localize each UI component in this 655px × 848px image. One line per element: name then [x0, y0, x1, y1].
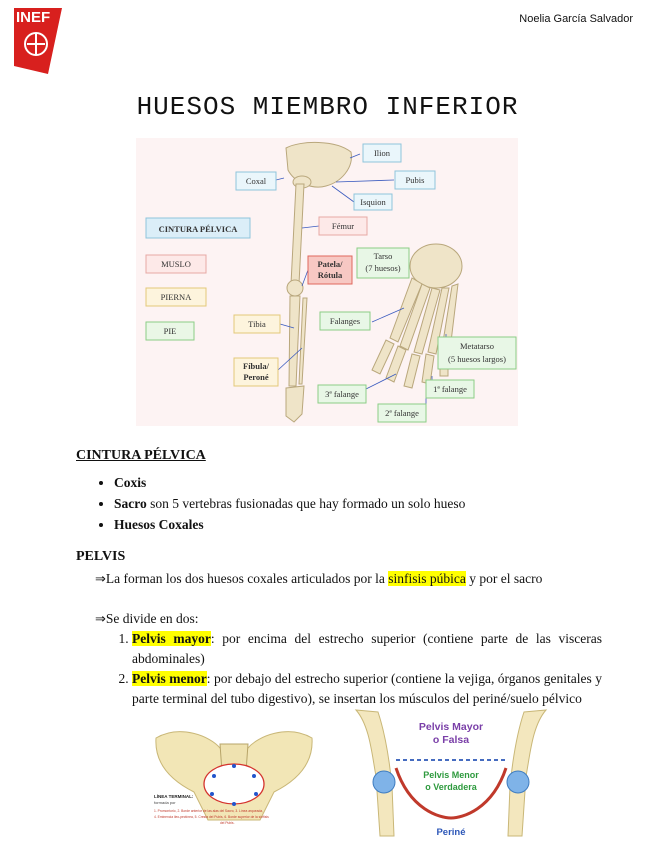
label-patela: Patela/ [317, 259, 343, 269]
label-pierna: PIERNA [160, 292, 192, 302]
list-item: • Sacro son 5 vertebras fusionadas que hay formado un solo hueso [114, 493, 634, 514]
label-falanges: Falanges [329, 316, 361, 326]
label-falange-3: 3ª falange [325, 389, 359, 399]
caption-line-2: 4. Eminencia ileo-pectínea, 5. Cresta del Pubis, 6. Borde superior de la sínfisis [154, 815, 269, 819]
label-muslo: MUSLO [161, 259, 191, 269]
label-femur: Fémur [331, 221, 355, 231]
heading-cintura-pelvica: CINTURA PÉLVICA [76, 448, 206, 463]
list-item: 2. Pelvis menor: por debajo del estrecho superior (contiene la vejiga, órganos genitales y parte terminal del tubo digestivo), se insertan los músculos del periné/suelo pélvico [132, 669, 602, 709]
label-metatarso-count: (5 huesos largos) [448, 354, 506, 364]
caption-title: LÍNEA TERMINAL: [154, 794, 194, 799]
heading-pelvis: PELVIS [76, 549, 126, 564]
caption-line-1: 1. Promontorio, 2. Borde anterior de las alas del Sacro, 3. Línea arqueada, [154, 809, 264, 813]
label-tibia: Tibia [248, 319, 266, 329]
list-item: • Huesos Coxales [114, 514, 634, 535]
label-pelvis-verdadera: o Verdadera [425, 782, 477, 792]
double-arrow-icon: ⇒ [95, 572, 106, 587]
pelvis-division-list [110, 629, 602, 709]
label-cintura-pelvica: CINTURA PÉLVICA [158, 224, 238, 234]
label-metatarso: Metatarso [460, 341, 494, 351]
double-arrow-icon: ⇒ [95, 612, 106, 627]
label-tarso-count: (7 huesos) [365, 263, 401, 273]
label-fibula: Fíbula/ [243, 361, 269, 371]
label-perine: Periné [436, 827, 466, 838]
highlight-sinfisis: sinfisis púbica [388, 571, 466, 586]
author-name: Noelia García Salvador [519, 13, 633, 25]
caption-line-3: del Pubis. [220, 821, 235, 825]
label-pelvis-falsa: o Falsa [432, 734, 470, 746]
label-pie: PIE [163, 326, 177, 336]
label-falange-1: 1ª falange [433, 384, 467, 394]
label-isquion: Isquion [360, 197, 386, 207]
label-perone: Peroné [243, 372, 269, 382]
logo-text: INEF [16, 9, 51, 26]
pelvis-mayor-menor-diagram [350, 706, 552, 842]
label-falange-2: 2ª falange [385, 408, 419, 418]
cintura-list [76, 472, 634, 535]
inef-logo [12, 6, 64, 76]
label-coxal: Coxal [245, 176, 267, 186]
label-ilion: Ilion [373, 148, 391, 158]
page-title: HUESOS MIEMBRO INFERIOR [136, 92, 519, 122]
label-pubis: Pubis [405, 175, 425, 185]
label-tarso: Tarso [373, 251, 393, 261]
list-item: 1. Pelvis mayor: por encima del estrecho superior (contiene parte de las visceras abdominales) [132, 629, 602, 669]
label-pelvis-menor: Pelvis Menor [423, 770, 479, 780]
label-pelvis-mayor: Pelvis Mayor [418, 721, 484, 733]
leg-bones-diagram [136, 138, 518, 426]
pelvis-linea-terminal-diagram [150, 728, 318, 838]
list-item: • Coxis [114, 472, 634, 493]
label-rotula: Rótula [317, 270, 343, 280]
pelvis-point-1: ⇒La forman los dos huesos coxales articulados por la sinfisis púbica y por el sacro [95, 571, 543, 587]
caption-sub: formada por [154, 800, 176, 805]
pelvis-point-2: ⇒Se divide en dos: [95, 611, 199, 627]
